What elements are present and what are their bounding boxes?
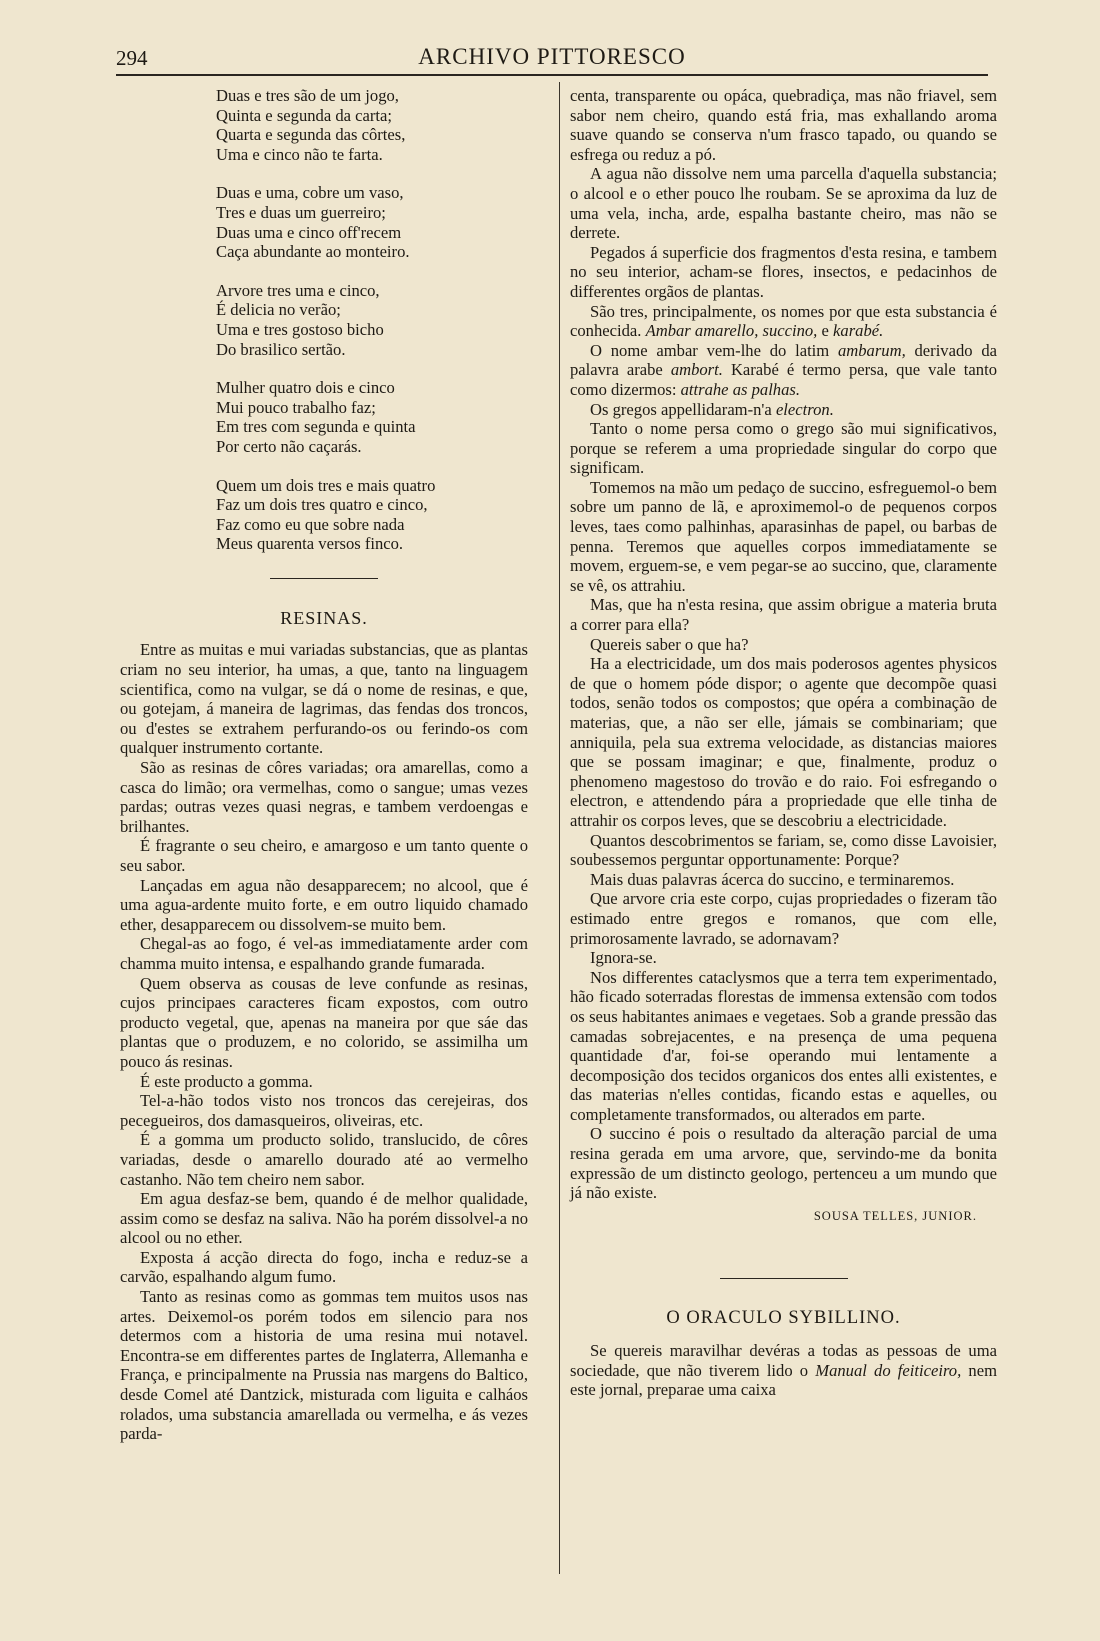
article-paragraph: Nos differentes cataclysmos que a terra tem experimentado, hão ficado soterradas florestas de immensa extensão com todos os seus habitantes animaes e vegetaes. Sob a grande pressão das camadas sobrejacentes, e na presença de uma pequena quantidade d'ar, foi-se operando mui lentamente a decomposição dos tecidos organicos dos entes alli existentes, e das materias n'elles contidas, ficando estas e aquelles, ou completamente transformados, ou alterados em parte. [570,967,997,1124]
article-paragraph: Tel-a-hão todos visto nos troncos das cerejeiras, dos pecegueiros, dos damasqueiros, oliveiras, etc. [120,1091,528,1130]
article-paragraph: Pegados á superficie dos fragmentos d'esta resina, e tambem no seu interior, acham-se flores, insectos, e pedacinhos de differentes orgãos de plantas. [570,242,997,301]
poem-line: Uma e tres gostoso bicho [216,319,384,339]
article-paragraph: O nome ambar vem-lhe do latim ambarum, derivado da palavra arabe ambort. Karabé é termo persa, que vale tanto como dizermos: attrahe as palhas. [570,340,997,399]
riddle-poem [216,86,528,554]
poem-line: Arvore tres uma e cinco, [216,280,380,300]
article-paragraph: Mais duas palavras ácerca do succino, e terminaremos. [590,869,955,889]
poem-line: Do brasilico sertão. [216,339,346,359]
poem-stanza [216,86,528,164]
poem-line: Por certo não caçarás. [216,436,362,456]
article-paragraph: São tres, principalmente, os nomes por que esta substancia é conhecida. Ambar amarello, succino, e karabé. [570,301,997,341]
article-paragraph: Mas, que ha n'esta resina, que assim obrigue a materia bruta a correr para ella? [570,595,997,635]
poem-line: Quem um dois tres e mais quatro [216,475,436,495]
header-rule [116,74,988,76]
section-separator [720,1278,848,1279]
article-paragraph: Quereis saber o que ha? [590,634,749,654]
left-column [120,86,528,1444]
article-paragraph: Ha a electricidade, um dos mais poderosos agentes physicos de que o homem póde dispor; o agente que decompõe quasi todos, senão todos os compostos; que opéra a combinação de materias, que, a não ser elle, jámais se combinariam; que anniquila, pela sua extrema velocidade, as distancias maiores que se possam imaginar; e que, finalmente, produz o phenomeno magestoso do trovão e do raio. Foi esfregando o electron, e attendendo pára a propriedade que elle tinha de attrahir os corpos leves, que se descobriu a electricidade. [570,654,997,830]
article-paragraph: Chegal-as ao fogo, é vel-as immediatamente arder com chamma muito intensa, e espalhando grande fumarada. [120,934,528,973]
poem-line: Caça abundante ao monteiro. [216,242,410,262]
article-paragraph: Quem observa as cousas de leve confunde as resinas, cujos principaes caracteres ficam expostos, com outro producto vegetal, que, apenas na maneira por que sáe das plantas que o produzem, e no colorido, se assimilha um pouco ás resinas. [120,973,528,1071]
article-paragraph: É a gomma um producto solido, translucido, de côres variadas, desde o amarello dourado até ao vermelho castanho. Não tem cheiro nem sabor. [120,1130,528,1189]
article-paragraph: Entre as muitas e mui variadas substancias, que as plantas criam no seu interior, ha umas, a que, tanto na linguagem scientifica, como na vulgar, se dá o nome de resinas, e que, ou gotejam, á maneira de lagrimas, das fendas dos troncos, ou d'estes se extrahem perfurando-os ou ferindo-os com qualquer instrumento cortante. [120,640,528,758]
poem-line: Quinta e segunda da carta; [216,105,393,125]
right-column [570,86,997,1400]
article-paragraph: Ignora-se. [590,948,657,968]
article-paragraph: Se quereis maravilhar devéras a todas as pessoas de uma sociedade, que não tiverem lido o Manual do feiticeiro, nem este jornal, preparae uma caixa [570,1341,997,1400]
article-paragraph: Quantos descobrimentos se fariam, se, como disse Lavoisier, soubessemos perguntar opportunamente: Porque? [570,830,997,870]
article-paragraph: São as resinas de côres variadas; ora amarellas, como a casca do limão; ora vermelhas, como o sangue; umas vezes pardas; outras vezes quasi negras, e tambem verdoengas e brilhantes. [120,758,528,836]
poem-stanza [216,378,528,456]
poem-line: Duas uma e cinco off'recem [216,222,402,242]
poem-stanza [216,281,528,359]
page-header [116,42,988,76]
poem-stanza [216,183,528,261]
poem-line: Duas e uma, cobre um vaso, [216,183,404,203]
article-paragraph: Que arvore cria este corpo, cujas propriedades o fizeram tão estimado entre gregos e romanos, que com elle, primorosamente lavrado, se adornavam? [570,889,997,948]
poem-line: Duas e tres são de um jogo, [216,86,399,105]
article-paragraph: Tomemos na mão um pedaço de succino, esfreguemol-o bem sobre um panno de lã, e aproximemol-o de pequenos corpos leves, taes como palhinhas, aparasinhas de papel, ou barbas de penna. Teremos que aquelles corpos immediatamente se movem, erguem-se, e vem pegar-se ao succino, que, claramente se vê, os attrahiu. [570,477,997,595]
article-paragraph: Lançadas em agua não desapparecem; no alcool, que é uma agua-ardente muito forte, e em outro liquido chamado ether, desapparecem ou dissolvem-se muito bem. [120,875,528,934]
column-divider [559,82,560,1574]
publication-title: ARCHIVO PITTORESCO [418,44,686,69]
article-paragraph: Em agua desfaz-se bem, quando é de melhor qualidade, assim como se desfaz na saliva. Não ha porém dissolvel-a no alcool ou no ether. [120,1189,528,1248]
article-paragraph: O succino é pois o resultado da alteração parcial de uma resina gerada em uma arvore, que, servindo-me da bonita expressão de um distincto geologo, pertenceu a um mundo que já não existe. [570,1124,997,1203]
article-paragraph: Os gregos appellidaram-n'a electron. [590,399,834,419]
poem-line: Faz como eu que sobre nada [216,514,405,534]
article-paragraph: É fragrante o seu cheiro, e amargoso e um tanto quente o seu sabor. [120,836,528,875]
section-title-resinas: RESINAS. [280,607,368,628]
poem-line: É delicia no verão; [216,300,341,320]
poem-line: Faz um dois tres quatro e cinco, [216,495,428,515]
article-paragraph: É este producto a gomma. [140,1071,313,1091]
poem-line: Uma e cinco não te farta. [216,144,383,164]
poem-line: Mui pouco trabalho faz; [216,397,376,417]
author-signature: SOUSA TELLES, JUNIOR. [813,1208,977,1223]
poem-line: Em tres com segunda e quinta [216,417,416,437]
resinas-article [120,640,528,1443]
poem-line: Tres e duas um guerreiro; [216,202,386,222]
article-paragraph: centa, transparente ou opáca, quebradiça, mas não friavel, sem sabor nem cheiro, quando está fria, mas exhallando aroma suave quando se conserva n'um frasco tapado, ou quando se esfrega ou reduz a pó. [570,86,997,164]
article-paragraph: Tanto o nome persa como o grego são mui significativos, porque se referem a uma propriedade singular do corpo que significam. [570,419,997,478]
poem-line: Meus quarenta versos finco. [216,534,404,554]
article-paragraph: A agua não dissolve nem uma parcella d'aquella substancia; o alcool e o ether pouco lhe roubam. Se se aproxima da luz de uma vela, incha, arde, espalha bastante cheiro, mas não se derrete. [570,164,997,243]
article-paragraph: Tanto as resinas como as gommas tem muitos usos nas artes. Deixemol-os porém todos em silencio para nos determos com a historia de uma resina mui notavel. Encontra-se em differentes partes de Inglaterra, Allemanha e França, e principalmente na Prussia nas margens do Baltico, desde Comel até Dantzick, misturada com liguita e calháos rolados, uma substancia amarellada ou vermelha, e ás vezes parda- [120,1287,528,1444]
page-number: 294 [116,46,148,70]
section-title-oraculo: O ORACULO SYBILLINO. [666,1308,901,1329]
poem-line: Mulher quatro dois e cinco [216,378,395,398]
section-separator [270,578,378,579]
poem-line: Quarta e segunda das côrtes, [216,125,406,145]
poem-stanza [216,476,528,554]
article-paragraph: Exposta á acção directa do fogo, incha e reduz-se a carvão, espalhando algum fumo. [120,1247,528,1287]
